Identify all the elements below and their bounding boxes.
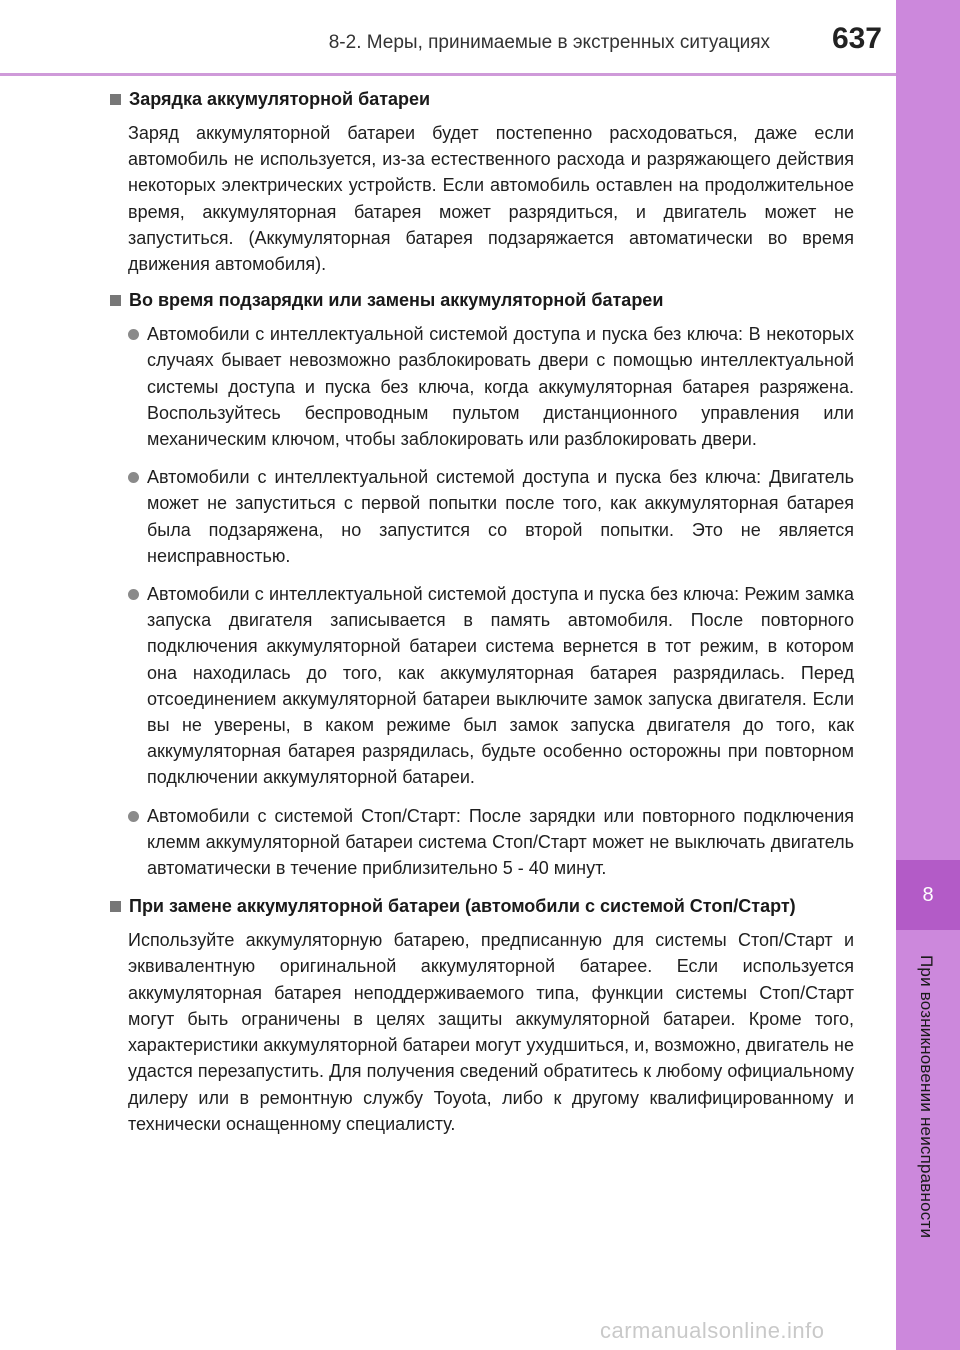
watermark-text: carmanualsonline.info bbox=[600, 1318, 825, 1343]
page-content bbox=[108, 86, 854, 1147]
section-heading bbox=[108, 893, 854, 919]
list-item bbox=[128, 321, 854, 452]
list-item bbox=[128, 803, 854, 882]
circle-bullet-icon bbox=[128, 329, 139, 340]
list-item-text: Автомобили с интеллектуальной системой доступа и пуска без ключа: Режим замка запуска двигателя записывается в память автомобиля. После повторного подключения аккумуляторной батареи система вернется в тот режим, в котором она находилась до того, как аккумуляторная батарея разрядилась. Перед отсоединением аккумуляторной батареи выключите замок запуска двигателя. Если вы не уверены, в каком режиме был замок запуска двигателя до того, как аккумуляторная батарея разрядилась, будьте особенно осторожны при повторном подключении аккумуляторной батареи. bbox=[147, 584, 854, 788]
section-heading-text: Во время подзарядки или замены аккумуляторной батареи bbox=[129, 290, 664, 311]
chapter-label: При возникновении неисправности bbox=[917, 955, 936, 1239]
section-heading-text: Зарядка аккумуляторной батареи bbox=[129, 89, 431, 109]
square-bullet-icon bbox=[110, 94, 121, 105]
chapter-number: 8 bbox=[896, 860, 960, 930]
section-heading bbox=[108, 287, 854, 313]
list-item bbox=[128, 464, 854, 569]
section-heading-text: При замене аккумуляторной батареи (автомобили с системой Стоп/Старт) bbox=[129, 896, 796, 917]
circle-bullet-icon bbox=[128, 811, 139, 822]
square-bullet-icon bbox=[110, 901, 121, 912]
section-paragraph: Заряд аккумуляторной батареи будет постепенно расходоваться, даже если автомобиль не используется, из-за естественного расхода и разряжающего действия некоторых электрических устройств. Если автомобиль оставлен на продолжительное время, аккумуляторная батарея может разрядиться, и двигатель может не запуститься. (Аккумуляторная батарея подзаряжается автоматически во время движения автомобиля). bbox=[128, 123, 854, 275]
list-item-text: Автомобили с системой Стоп/Старт: После зарядки или повторного подключения клемм аккумуляторной батареи система Стоп/Старт может не выключать двигатель автоматически в течение приблизительно 5 - 40 минут. bbox=[147, 805, 854, 879]
list-item-text: Автомобили с интеллектуальной системой доступа и пуска без ключа: В некоторых случаях бывает невозможно разблокировать двери с помощью интеллектуальной системы доступа и пуска без ключа, когда аккумуляторная батарея разряжена. Воспользуйтесь беспроводным пультом дистанционного управления или механическим ключом, чтобы заблокировать или разблокировать двери. bbox=[147, 324, 854, 450]
square-bullet-icon bbox=[110, 295, 121, 306]
section-charging-replacement bbox=[108, 287, 854, 881]
header-title: 8-2. Меры, принимаемые в экстренных ситуациях bbox=[328, 32, 770, 53]
section-paragraph: Используйте аккумуляторную батарею, предписанную для системы Стоп/Старт и эквивалентную оригинальной аккумуляторной батарее. Если используется аккумуляторная батарея неподдерживаемого типа, функции системы Стоп/Старт могут быть ограничены в целях защиты аккумуляторной батареи. Кроме того, характеристики аккумуляторной батареи могут ухудшиться, и, возможно, двигатель не удастся перезапустить. Для получения сведений обратитесь к любому официальному дилеру или в ремонтную службу Toyota, либо к другому квалифицированному и технически оснащенному специалисту. bbox=[128, 930, 854, 1134]
section-heading bbox=[108, 86, 854, 112]
list-item bbox=[128, 581, 854, 791]
page-header bbox=[0, 0, 896, 76]
circle-bullet-icon bbox=[128, 472, 139, 483]
circle-bullet-icon bbox=[128, 589, 139, 600]
section-stop-start-battery bbox=[108, 893, 854, 1137]
page-number: 637 bbox=[831, 22, 882, 55]
list-item-text: Автомобили с интеллектуальной системой доступа и пуска без ключа: Двигатель может не запуститься с первой попытки после того, как аккумуляторная батарея была подзаряжена, но запустится со второй попытки. Это не является неисправностью. bbox=[147, 467, 854, 566]
section-battery-charge bbox=[108, 86, 854, 277]
header-divider bbox=[0, 73, 896, 76]
